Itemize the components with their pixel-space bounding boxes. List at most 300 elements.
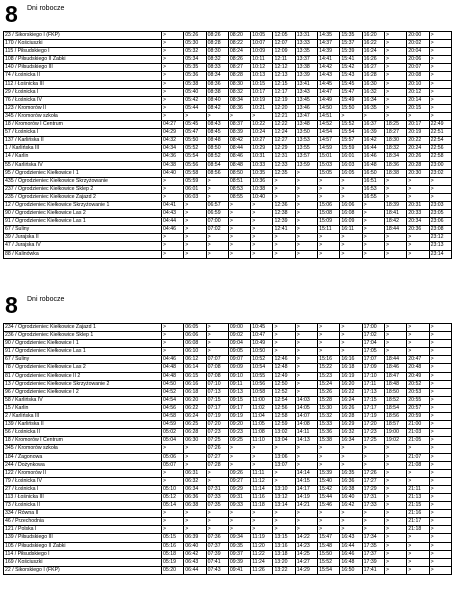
departure-time: 18:44 (384, 226, 406, 234)
departure-time: 17:19 (362, 413, 384, 421)
stop-name: 139 / Karlińska II (4, 421, 162, 429)
departure-time: 11:05 (251, 421, 273, 429)
departure-time: > (162, 112, 184, 120)
departure-time: 17:13 (362, 388, 384, 396)
departure-time: > (162, 96, 184, 104)
departure-time: 14:50 (318, 104, 340, 112)
stop-name: 234 / Ogrodzieniec Kiełkowice Zajazd 1 (4, 324, 162, 332)
departure-time: 10:05 (251, 32, 273, 40)
departure-time: > (429, 88, 451, 96)
departure-time: > (429, 477, 451, 485)
departure-time: 22:58 (429, 153, 451, 161)
departure-time: 06:40 (184, 542, 206, 550)
departure-time: > (295, 324, 317, 332)
departure-time: 15:09 (318, 218, 340, 226)
departure-time: 20:26 (407, 153, 429, 161)
departure-time: > (295, 348, 317, 356)
departure-time: 17:17 (362, 404, 384, 412)
departure-time: 08:26 (206, 32, 228, 40)
departure-time: 06:22 (184, 404, 206, 412)
departure-time: 04:48 (162, 364, 184, 372)
departure-time: 13:10 (273, 485, 295, 493)
departure-time: 07:10 (206, 380, 228, 388)
departure-time: 12:27 (273, 137, 295, 145)
departure-time: 07:28 (206, 461, 228, 469)
departure-time: 09:26 (228, 469, 250, 477)
departure-time: > (384, 493, 406, 501)
departure-time: 13:15 (273, 534, 295, 542)
departure-time: 06:06 (184, 332, 206, 340)
departure-time: > (273, 250, 295, 258)
departure-time: 06:32 (184, 477, 206, 485)
departure-time: > (340, 453, 362, 461)
departure-time: 08:33 (206, 64, 228, 72)
departure-time: > (429, 469, 451, 477)
stop-name: 58 / Karlińska IV (4, 396, 162, 404)
timetable-row (4, 48, 452, 56)
departure-time: 17:31 (362, 493, 384, 501)
departure-time: > (407, 477, 429, 485)
stop-name: 236 / Ogrodzieniec Kiełkowice Sklep 1 (4, 332, 162, 340)
departure-time: 16:06 (340, 201, 362, 209)
departure-time: 13:06 (273, 453, 295, 461)
departure-time: 09:13 (228, 388, 250, 396)
departure-time: 09:33 (228, 502, 250, 510)
departure-time: 12:12 (273, 64, 295, 72)
stop-name: 18 / Kromorów I Centrum (4, 437, 162, 445)
departure-time: 05:35 (184, 64, 206, 72)
departure-time: > (340, 112, 362, 120)
departure-time: 16:11 (340, 226, 362, 234)
timetable-row (4, 80, 452, 88)
departure-time: 08:27 (228, 64, 250, 72)
timetable-row (4, 364, 452, 372)
departure-time: 20:31 (407, 201, 429, 209)
departure-time: > (429, 558, 451, 566)
departure-time: 22:56 (429, 145, 451, 153)
departure-time: 16:28 (362, 72, 384, 80)
departure-time: > (295, 234, 317, 242)
departure-time: > (184, 210, 206, 218)
departure-time: > (384, 542, 406, 550)
departure-time: 04:29 (162, 129, 184, 137)
departure-time: > (318, 510, 340, 518)
departure-time: > (206, 193, 228, 201)
departure-time: 14:59 (318, 145, 340, 153)
timetable-table (3, 323, 452, 575)
timetable-row (4, 356, 452, 364)
departure-time: > (273, 510, 295, 518)
departure-time: 08:42 (206, 104, 228, 112)
departure-time: 12:39 (273, 218, 295, 226)
departure-time: 15:30 (318, 404, 340, 412)
stop-name: 112 / Łośnicka III (4, 80, 162, 88)
stop-name: 67 / Suliny (4, 356, 162, 364)
departure-time: 13:38 (295, 64, 317, 72)
departure-time: > (251, 510, 273, 518)
timetable-row (4, 380, 452, 388)
departure-time: 06:24 (184, 413, 206, 421)
departure-time: > (295, 250, 317, 258)
departure-time: 21:13 (407, 493, 429, 501)
departure-time: > (206, 340, 228, 348)
departure-time: 08:20 (228, 32, 250, 40)
departure-time: 12:17 (273, 88, 295, 96)
departure-time: 16:55 (362, 193, 384, 201)
departure-time: 15:36 (318, 429, 340, 437)
departure-time: > (318, 177, 340, 185)
departure-time: 14:49 (318, 96, 340, 104)
departure-time: 04:50 (162, 380, 184, 388)
departure-time: > (206, 185, 228, 193)
departure-time: 10:09 (251, 48, 273, 56)
departure-time: 08:37 (228, 121, 250, 129)
departure-time: 20:14 (407, 96, 429, 104)
timetable-row (4, 56, 452, 64)
departure-time: 14:42 (318, 64, 340, 72)
departure-time: > (407, 550, 429, 558)
timetable-row (4, 153, 452, 161)
departure-time: > (384, 510, 406, 518)
departure-time: 12:29 (273, 145, 295, 153)
departure-time: > (295, 453, 317, 461)
departure-time: 10:11 (251, 56, 273, 64)
departure-time: 04:44 (162, 218, 184, 226)
departure-time: 14:21 (295, 502, 317, 510)
departure-time: 17:27 (362, 477, 384, 485)
departure-time: 16:20 (340, 380, 362, 388)
departure-time: > (295, 226, 317, 234)
departure-time: 16:30 (362, 80, 384, 88)
departure-time: > (295, 388, 317, 396)
timetable-section-return (0, 292, 458, 573)
departure-time: 04:56 (162, 404, 184, 412)
departure-time: > (318, 348, 340, 356)
stop-name: 29 / Łośnicka I (4, 88, 162, 96)
departure-time: 07:27 (206, 453, 228, 461)
departure-time: 07:35 (206, 502, 228, 510)
departure-time: 06:28 (184, 429, 206, 437)
departure-time: 16:42 (340, 502, 362, 510)
departure-time: 11:04 (251, 413, 273, 421)
timetable-row (4, 493, 452, 501)
departure-time: 21:08 (407, 461, 429, 469)
departure-time: > (228, 218, 250, 226)
departure-time: 06:10 (184, 348, 206, 356)
departure-time: > (384, 64, 406, 72)
departure-time: 09:04 (228, 340, 250, 348)
departure-time: 13:50 (295, 129, 317, 137)
departure-time: 07:08 (206, 364, 228, 372)
departure-time: 13:12 (273, 493, 295, 501)
departure-time: > (384, 88, 406, 96)
departure-time: 04:48 (162, 372, 184, 380)
departure-time: 13:07 (273, 461, 295, 469)
departure-time: 14:17 (295, 485, 317, 493)
departure-time: 08:30 (206, 48, 228, 56)
departure-time: > (206, 177, 228, 185)
departure-time: 06:30 (184, 437, 206, 445)
timetable-row (4, 340, 452, 348)
stop-name: 169 / Kościuszki (4, 558, 162, 566)
timetable-row (4, 121, 452, 129)
departure-time: 23:05 (429, 210, 451, 218)
departure-time: 05:59 (184, 177, 206, 185)
departure-time: 05:52 (184, 145, 206, 153)
departure-time: 14:03 (295, 396, 317, 404)
departure-time: > (384, 234, 406, 242)
departure-time: 18:30 (384, 137, 406, 145)
departure-time: 15:49 (340, 96, 362, 104)
departure-time: > (362, 242, 384, 250)
departure-time: > (295, 372, 317, 380)
stop-name: 76 / Łośnicka IV (4, 96, 162, 104)
departure-time: 22:54 (429, 137, 451, 145)
departure-time: > (162, 477, 184, 485)
departure-time: > (295, 185, 317, 193)
departure-time: 17:15 (362, 396, 384, 404)
timetable-row (4, 445, 452, 453)
departure-time: 08:45 (206, 129, 228, 137)
departure-time: 12:38 (273, 210, 295, 218)
timetable-section-outbound (0, 1, 458, 257)
departure-time: 10:29 (251, 145, 273, 153)
stop-name: 27 / Łośnicka I (4, 485, 162, 493)
departure-time: > (407, 324, 429, 332)
stop-name: 14 / Karlin (4, 153, 162, 161)
departure-time: 13:33 (295, 40, 317, 48)
timetable-row (4, 550, 452, 558)
departure-time: 18:44 (384, 356, 406, 364)
departure-time: 21:00 (407, 421, 429, 429)
departure-time: > (251, 518, 273, 526)
departure-time: > (318, 526, 340, 534)
stop-name: 122 / Kromorów II (4, 469, 162, 477)
departure-time: 04:54 (162, 396, 184, 404)
departure-time: 08:34 (206, 72, 228, 80)
departure-time: > (273, 477, 295, 485)
timetable-row (4, 210, 452, 218)
departure-time: 13:43 (295, 88, 317, 96)
departure-time: > (184, 218, 206, 226)
departure-time: 20:17 (407, 121, 429, 129)
departure-time: 16:50 (362, 169, 384, 177)
departure-time: > (228, 250, 250, 258)
departure-time: > (429, 526, 451, 534)
departure-time: 14:45 (318, 80, 340, 88)
departure-time: > (407, 469, 429, 477)
departure-time: > (429, 324, 451, 332)
departure-time: > (340, 526, 362, 534)
stop-name: 57 / Łośnicka I (4, 129, 162, 137)
departure-time: > (384, 177, 406, 185)
departure-time: > (384, 40, 406, 48)
departure-time: > (162, 242, 184, 250)
departure-time: 13:02 (273, 429, 295, 437)
departure-time: 14:11 (295, 429, 317, 437)
departure-time: 15:32 (318, 413, 340, 421)
stop-name: 39 / Jurajska II (4, 234, 162, 242)
timetable-row (4, 169, 452, 177)
departure-time: 09:27 (228, 477, 250, 485)
timetable-row (4, 177, 452, 185)
departure-time: 04:38 (162, 161, 184, 169)
departure-time: 11:11 (251, 469, 273, 477)
departure-time: 08:43 (206, 121, 228, 129)
timetable-row (4, 64, 452, 72)
departure-time: > (407, 112, 429, 120)
departure-time: 17:10 (362, 372, 384, 380)
departure-time: 15:54 (318, 566, 340, 574)
timetable-row (4, 332, 452, 340)
departure-time: > (429, 72, 451, 80)
departure-time: 08:55 (228, 193, 250, 201)
departure-time: > (228, 445, 250, 453)
stop-name: 114 / Piłsudskiego I (4, 550, 162, 558)
departure-time: > (407, 185, 429, 193)
timetable-row (4, 453, 452, 461)
stop-name: 121 / Polska I (4, 526, 162, 534)
departure-time: 07:19 (206, 413, 228, 421)
departure-time: 16:50 (340, 566, 362, 574)
departure-time: 05:38 (184, 80, 206, 88)
departure-time: > (340, 445, 362, 453)
departure-time: > (228, 461, 250, 469)
departure-time: 06:43 (184, 558, 206, 566)
departure-time: 15:52 (340, 121, 362, 129)
departure-time: > (273, 526, 295, 534)
departure-time: 08:53 (228, 185, 250, 193)
timetable-row (4, 502, 452, 510)
departure-time: > (384, 518, 406, 526)
departure-time: 14:08 (295, 421, 317, 429)
departure-time: 16:40 (340, 493, 362, 501)
departure-time: 08:50 (228, 169, 250, 177)
departure-time: 09:05 (228, 348, 250, 356)
departure-time: 04:40 (162, 169, 184, 177)
departure-time: 18:52 (384, 396, 406, 404)
departure-time: 13:14 (273, 502, 295, 510)
departure-time: > (162, 48, 184, 56)
timetable-header (0, 3, 458, 25)
departure-time: 16:03 (340, 161, 362, 169)
stop-name: 237 / Ogrodzieniec Kiełkowice Sklep 2 (4, 185, 162, 193)
departure-time: 17:34 (362, 534, 384, 542)
timetable-row (4, 201, 452, 209)
departure-time: 06:59 (206, 210, 228, 218)
departure-time: 12:21 (273, 112, 295, 120)
departure-time: 04:32 (162, 137, 184, 145)
departure-time: 11:22 (251, 550, 273, 558)
departure-time: > (295, 169, 317, 177)
departure-time: 04:36 (162, 153, 184, 161)
departure-time: 15:39 (318, 469, 340, 477)
departure-time: > (184, 201, 206, 209)
departure-time: > (184, 453, 206, 461)
departure-time: > (184, 250, 206, 258)
departure-time: > (429, 534, 451, 542)
departure-time: > (273, 518, 295, 526)
departure-time: > (429, 112, 451, 120)
departure-time: 15:37 (340, 40, 362, 48)
departure-time: 05:47 (184, 129, 206, 137)
stop-name: 88 / Kalinówka (4, 250, 162, 258)
departure-time: 07:17 (206, 404, 228, 412)
timetable-row (4, 437, 452, 445)
departure-time: > (384, 96, 406, 104)
stop-name: 78 / Ogrodzieniec Kiełkowice Las 2 (4, 364, 162, 372)
departure-time: 20:08 (407, 72, 429, 80)
departure-time: 23:00 (429, 161, 451, 169)
departure-time: 14:05 (295, 404, 317, 412)
departure-time: > (429, 388, 451, 396)
departure-time: 17:23 (362, 429, 384, 437)
stop-name: 56 / Łośnicka II (4, 429, 162, 437)
departure-time: 11:24 (251, 558, 273, 566)
departure-time: 08:32 (206, 56, 228, 64)
departure-time: > (206, 234, 228, 242)
departure-time: > (273, 332, 295, 340)
timetable-row (4, 234, 452, 242)
departure-time: 15:40 (318, 477, 340, 485)
timetable-row (4, 193, 452, 201)
departure-time: > (340, 185, 362, 193)
departure-time: 05:12 (162, 493, 184, 501)
departure-time: 11:00 (251, 396, 273, 404)
departure-time: > (407, 177, 429, 185)
departure-time: 13:22 (273, 566, 295, 574)
departure-time: > (295, 177, 317, 185)
departure-time: 18:50 (384, 388, 406, 396)
departure-time: 10:17 (251, 88, 273, 96)
departure-time: > (162, 250, 184, 258)
departure-time: > (407, 332, 429, 340)
departure-time: > (340, 242, 362, 250)
departure-time: 16:35 (340, 469, 362, 477)
departure-time: > (184, 445, 206, 453)
departure-time: 15:54 (340, 129, 362, 137)
departure-time: > (429, 193, 451, 201)
departure-time: 20:53 (407, 388, 429, 396)
departure-time: 20:30 (407, 169, 429, 177)
departure-time: 10:49 (251, 340, 273, 348)
departure-time: 14:07 (295, 413, 317, 421)
departure-time: 17:41 (362, 566, 384, 574)
departure-time: 06:08 (184, 340, 206, 348)
departure-time: > (362, 112, 384, 120)
departure-time: 05:42 (184, 96, 206, 104)
departure-time: 15:59 (340, 145, 362, 153)
departure-time: > (228, 226, 250, 234)
departure-time: 13:48 (295, 121, 317, 129)
departure-time: 09:35 (228, 542, 250, 550)
departure-time: > (384, 453, 406, 461)
departure-time: 15:52 (318, 558, 340, 566)
departure-time: 13:55 (295, 145, 317, 153)
departure-time: > (162, 177, 184, 185)
departure-time: > (273, 177, 295, 185)
departure-time: > (429, 413, 451, 421)
departure-time: 05:32 (184, 48, 206, 56)
departure-time: 15:47 (318, 534, 340, 542)
departure-time: 08:50 (206, 145, 228, 153)
timetable-row (4, 485, 452, 493)
departure-time: > (228, 518, 250, 526)
departure-time: 05:14 (162, 502, 184, 510)
departure-time: 05:40 (184, 88, 206, 96)
departure-time: 05:56 (184, 161, 206, 169)
departure-time: > (273, 193, 295, 201)
